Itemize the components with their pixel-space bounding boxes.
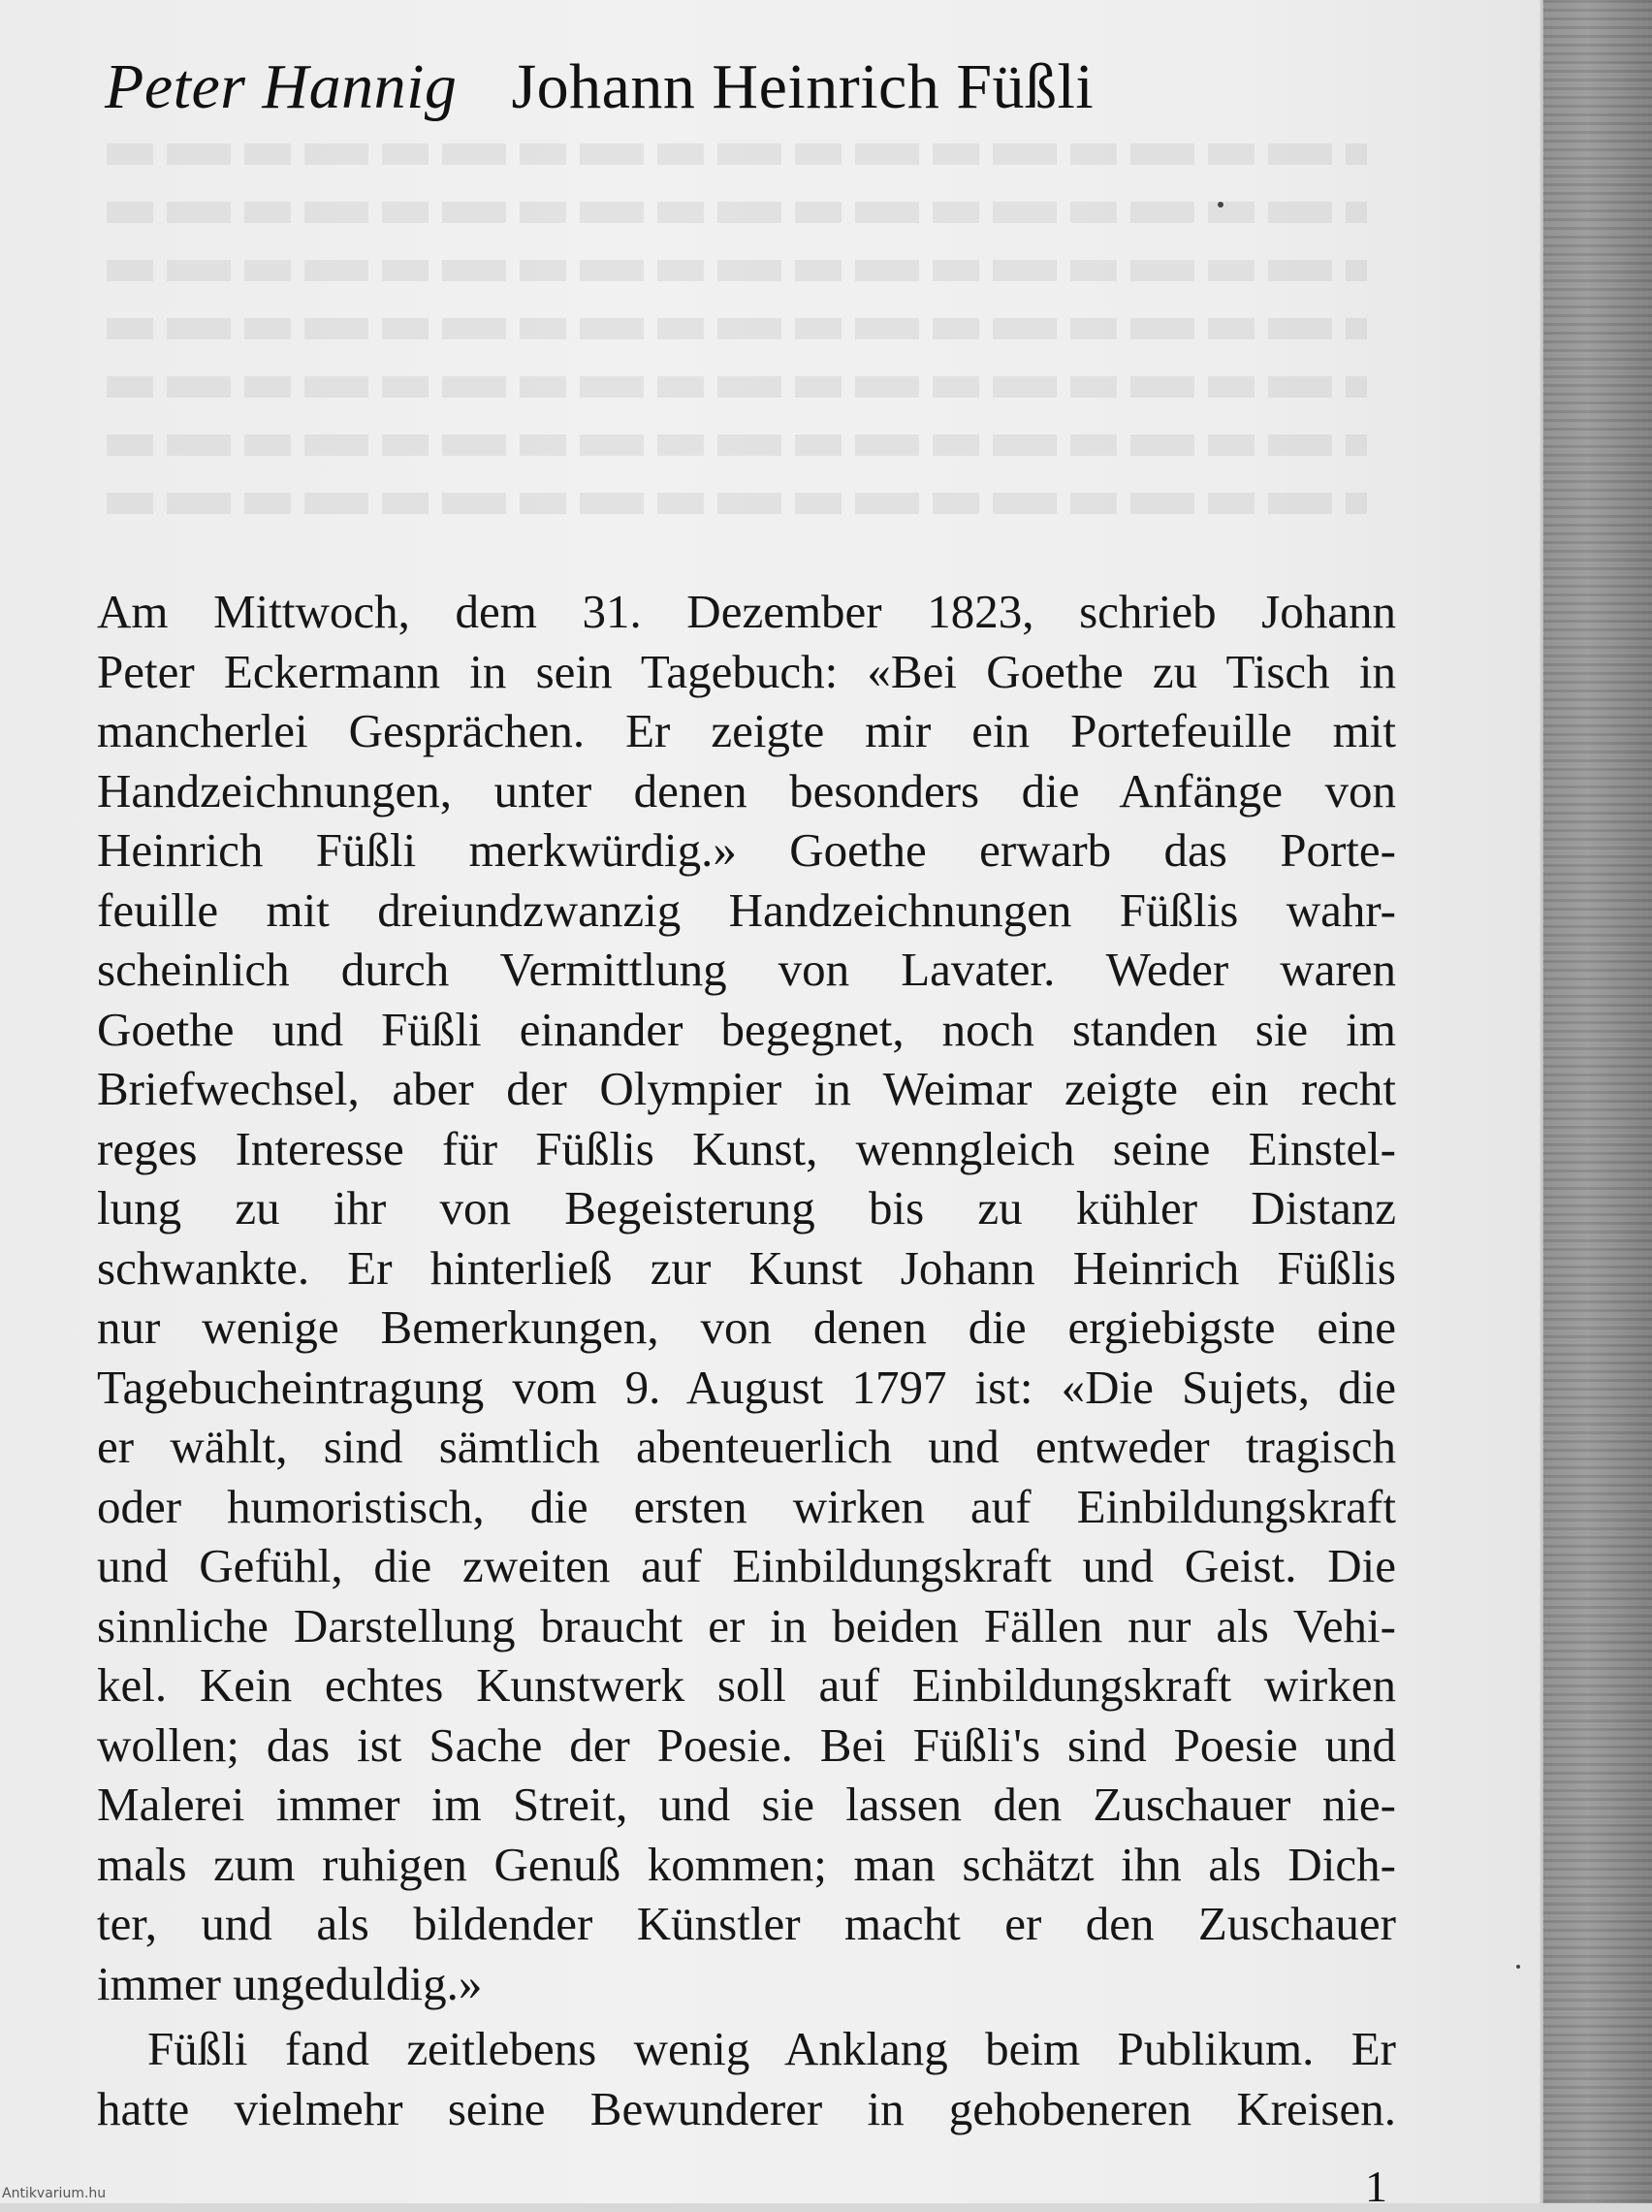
page-title: Johann Heinrich Füßli [511,51,1095,122]
text-line: Am Mittwoch, dem 31. Dezember 1823, schrieb Johann [97,585,1396,638]
paragraph-1 [97,582,1396,2013]
text-line: Tagebucheintragung vom 9. August 1797 ist: «Die Sujets, die [97,1360,1396,1414]
text-line: reges Interesse für Füßlis Kunst, wenngleich seine Einstel- [97,1121,1396,1175]
text-line: nur wenige Bemerkungen, von denen die ergiebigste eine [97,1300,1396,1354]
text-line: sinnliche Darstellung braucht er in beiden Fällen nur als Vehi- [97,1598,1396,1652]
book-spine [1543,0,1652,2203]
page-header [105,50,1094,124]
text-line: er wählt, sind sämtlich abenteuerlich und entweder tragisch [97,1420,1396,1473]
text-line: und Gefühl, die zweiten auf Einbildungskraft und Geist. Die [97,1539,1396,1592]
text-line: oder humoristisch, die ersten wirken auf Einbildungskraft [97,1479,1396,1533]
text-line: mancherlei Gesprächen. Er zeigte mir ein Portefeuille mit [97,704,1396,757]
text-line: ter, und als bildender Künstler macht er den Zuschauer [97,1897,1396,1950]
text-line: Peter Eckermann in sein Tagebuch: «Bei Goethe zu Tisch in [97,644,1396,698]
paper-speck [1516,1965,1520,1969]
text-line: kel. Kein echtes Kunstwerk soll auf Einbildungskraft wirken [97,1658,1396,1712]
text-line: Briefwechsel, aber der Olympier in Weimar zeigte ein recht [97,1062,1396,1115]
watermark: Antikvarium.hu [2,2186,107,2201]
paragraph-2 [97,2019,1396,2138]
text-line: Goethe und Füßli einander begegnet, noch standen sie im [97,1002,1396,1056]
bleed-through-text [107,107,1367,524]
paper-speck [1218,202,1223,208]
text-line: Malerei immer im Streit, und sie lassen den Zuschauer nie- [97,1778,1396,1831]
text-line: Heinrich Füßli merkwürdig.» Goethe erwarb das Porte- [97,823,1396,877]
text-line: lung zu ihr von Begeisterung bis zu kühler Distanz [97,1181,1396,1234]
text-line: Füßli fand zeitlebens wenig Anklang beim Publikum. Er [147,2022,1396,2075]
text-line: Handzeichnungen, unter denen besonders die Anfänge von [97,763,1396,817]
article-body [97,582,1396,2138]
text-line: schwankte. Er hinterließ zur Kunst Johann Heinrich Füßlis [97,1240,1396,1295]
text-line: mals zum ruhigen Genuß kommen; man schätzt ihn als Dich- [97,1837,1396,1891]
text-line: feuille mit dreiundzwanzig Handzeichnungen Füßlis wahr- [97,882,1396,937]
text-line: hatte vielmehr seine Bewunderer in gehobeneren Kreisen. [97,2081,1396,2135]
author-name: Peter Hannig [105,51,458,122]
text-line: wollen; das ist Sache der Poesie. Bei Füßli's sind Poesie und [97,1717,1396,1772]
text-line: scheinlich durch Vermittlung von Lavater. Weder waren [97,943,1396,996]
page-number: 1 [1365,2162,1387,2211]
text-line: immer ungeduldig.» [97,1956,483,2010]
